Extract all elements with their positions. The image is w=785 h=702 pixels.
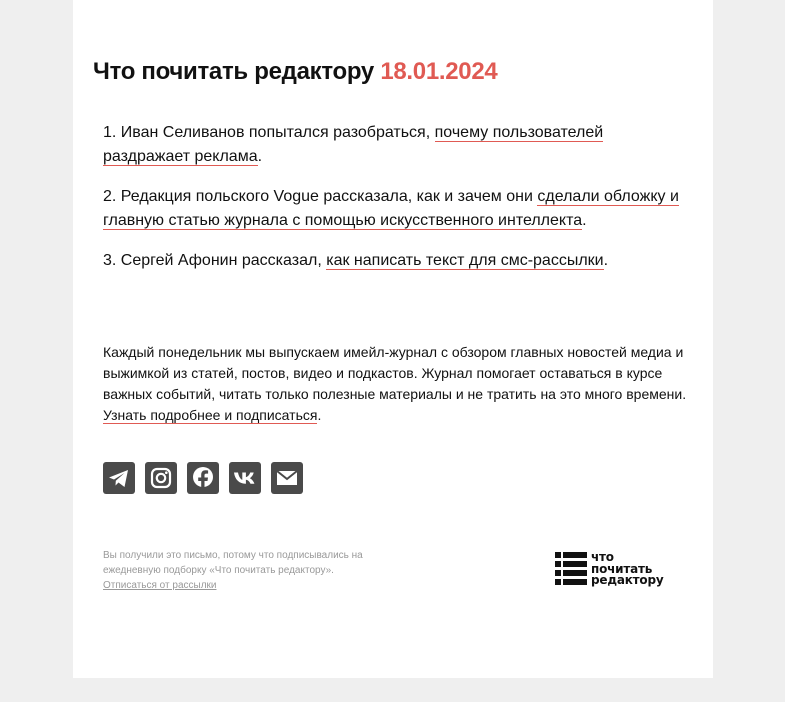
item-number: 3. xyxy=(103,252,117,269)
article-link[interactable]: сделали обложку и главную статью журнала с помощью искусственного интеллекта xyxy=(103,188,679,229)
footer-text: Вы получили это письмо, потому что подписывались на ежедневную подборку «Что почитать редактору». xyxy=(103,550,363,576)
article-link[interactable]: почему пользователей раздражает реклама xyxy=(103,124,604,165)
about-newsletter xyxy=(103,342,688,426)
logo-line: редактору xyxy=(591,573,664,587)
article-link[interactable]: как написать текст для смс-рассылки xyxy=(326,252,604,269)
facebook-icon[interactable] xyxy=(187,462,219,494)
brand-logo[interactable] xyxy=(555,552,685,590)
item-number: 2. xyxy=(103,188,117,205)
item-text: Иван Селиванов попытался разобраться, xyxy=(120,124,431,141)
title-text: Что почитать редактору xyxy=(93,58,374,85)
logo-wordmark xyxy=(591,552,663,587)
list-item xyxy=(103,121,688,169)
item-suffix: . xyxy=(603,252,609,269)
email-icon[interactable] xyxy=(271,462,303,494)
email-card xyxy=(73,0,713,678)
logo-line: что xyxy=(591,550,614,564)
footer-note xyxy=(103,548,403,593)
about-suffix: . xyxy=(317,407,322,423)
page-title xyxy=(93,58,497,86)
logo-line: почитать xyxy=(591,561,653,576)
social-links xyxy=(103,462,303,494)
instagram-icon[interactable] xyxy=(145,462,177,494)
list-item xyxy=(103,185,688,233)
about-text: Каждый понедельник мы выпускаем имейл-журнал с обзором главных новостей медиа и выжимкой из статей, постов, видео и подкастов. Журнал помогает оставаться в курсе важных событий, читать только полезные материалы и не тратить на это много времени. xyxy=(103,344,687,402)
article-list xyxy=(103,121,688,289)
vk-icon[interactable] xyxy=(229,462,261,494)
subscribe-link[interactable]: Узнать подробнее и подписаться xyxy=(103,407,318,423)
item-number: 1. xyxy=(103,124,117,141)
item-text: Сергей Афонин рассказал, xyxy=(120,252,322,269)
unsubscribe-link[interactable]: Отписаться от рассылки xyxy=(103,580,217,591)
logo-mark-icon xyxy=(555,552,587,586)
item-suffix: . xyxy=(257,148,263,165)
telegram-icon[interactable] xyxy=(103,462,135,494)
list-item xyxy=(103,249,688,273)
item-suffix: . xyxy=(582,212,587,229)
item-text: Редакция польского Vogue рассказала, как и зачем они xyxy=(120,188,533,205)
issue-date: 18.01.2024 xyxy=(380,58,498,85)
